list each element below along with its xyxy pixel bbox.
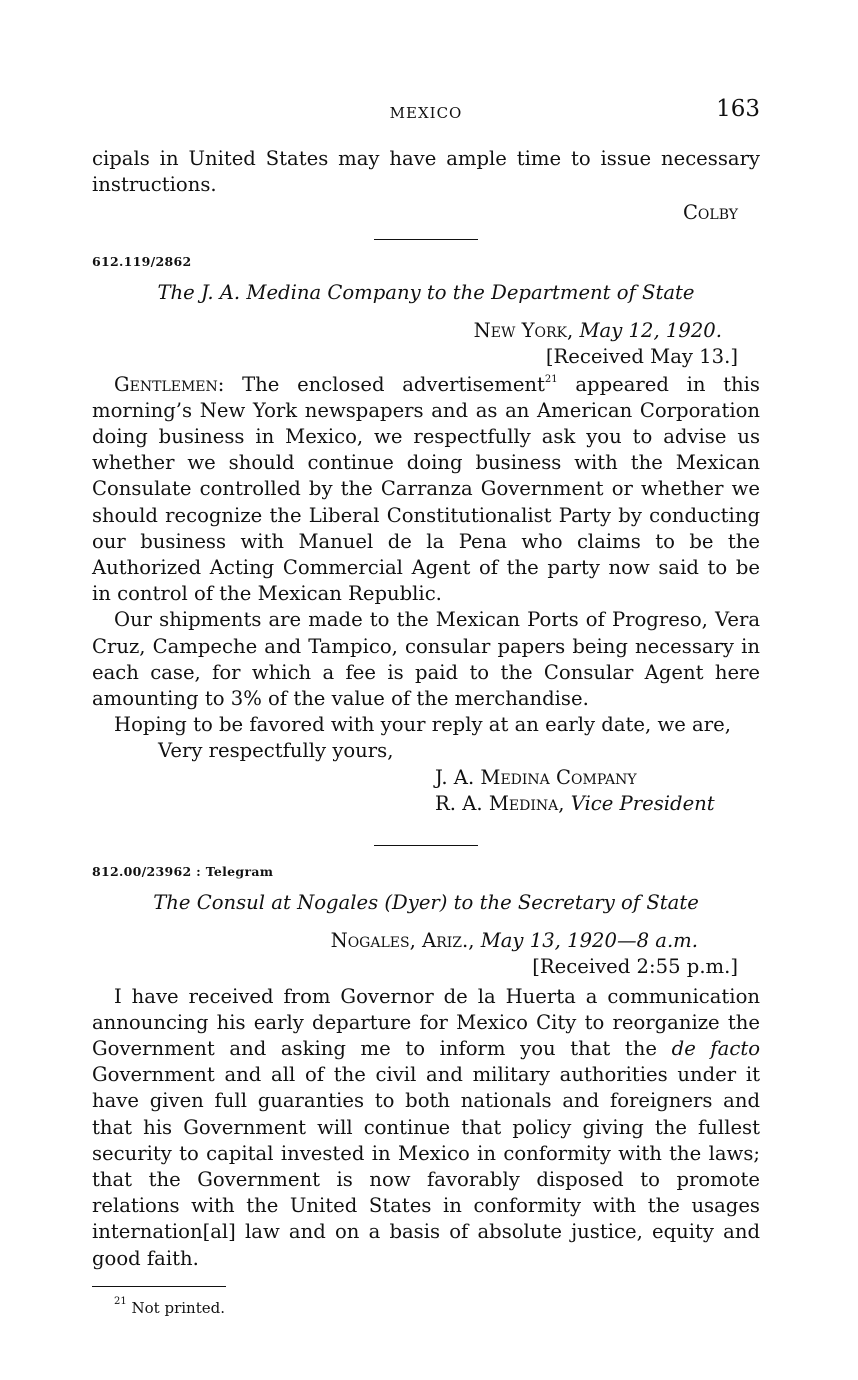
doc1-paragraph-2: Our shipments are made to the Mexican Ports of Progreso, Vera Cruz, Campeche and Tampico, consular papers being necessary in each case, for which a fee is paid to the Consular Agent here amounting to 3% of the value of the merchandise. bbox=[92, 608, 760, 711]
doc1-signature-name: R. A. Medina, bbox=[435, 791, 565, 815]
footnote-text: Not printed. bbox=[131, 1298, 225, 1317]
footnote-rule bbox=[92, 1286, 226, 1287]
running-head bbox=[92, 96, 760, 126]
doc1-signature-company: J. A. Medina Company bbox=[435, 765, 637, 789]
doc1-received: [Received May 13.] bbox=[545, 344, 738, 368]
doc2-p1-italic: de facto bbox=[671, 1037, 760, 1061]
doc2-place: Nogales, Ariz., bbox=[330, 928, 475, 952]
footnote-reference: 21 bbox=[544, 373, 558, 385]
carryover-paragraph: cipals in United States may have ample time to issue necessary instructions. bbox=[92, 147, 760, 197]
section-divider bbox=[374, 239, 478, 240]
doc2-dateline bbox=[92, 928, 698, 954]
doc2-title-start: The Consul at Nogales bbox=[153, 890, 379, 914]
doc2-title-paren: (Dyer) bbox=[384, 890, 448, 914]
doc2-title-end: to the Secretary of State bbox=[453, 890, 699, 914]
doc1-dateline bbox=[92, 318, 722, 344]
doc1-signature-title: Vice President bbox=[570, 791, 715, 815]
running-title: MEXICO bbox=[389, 104, 463, 122]
doc1-signature-line bbox=[435, 791, 760, 817]
section-divider bbox=[374, 845, 478, 846]
doc1-p1-rest: appeared in this morning’s New York newspapers and as an American Corporation doing business in Mexico, we respectfully ask you to advise us whether we should continue doing business with the Mexican Consulate controlled by the Carranza Government or whether we should recognize the Liberal Constitutionalist Party by conducting our business with Manuel de la Pena who claims to be the Authorized Acting Commercial Agent of the party now said to be in control of the Mexican Republic. bbox=[92, 372, 760, 606]
footnote-mark: 21 bbox=[114, 1295, 127, 1307]
footnote bbox=[92, 1295, 760, 1317]
doc2-received: [Received 2:55 p.m.] bbox=[532, 954, 738, 978]
doc1-file-number: 612.119/2862 bbox=[92, 253, 192, 269]
doc1-place: New York, bbox=[473, 318, 574, 342]
page bbox=[92, 96, 760, 1317]
page-number: 163 bbox=[716, 96, 760, 122]
doc1-paragraph-3: Hoping to be favored with your reply at an early date, we are, bbox=[114, 713, 731, 737]
doc1-p1-start: The enclosed advertisement bbox=[242, 372, 545, 396]
doc1-date: May 12, 1920. bbox=[579, 318, 722, 342]
doc2-p1-rest: Government and all of the civil and military authorities under it have given full guaranties to both nationals and foreigners and that his Government will continue that policy giving the fullest security to capital invested in Mexico in conformity with the laws; that the Government is now favorably disposed to promote relations with the United States in conformity with the usages internation[al] law and on a basis of absolute justice, equity and good faith. bbox=[92, 1063, 760, 1270]
doc2-file-number: 812.00/23962 : Telegram bbox=[92, 863, 274, 879]
doc1-salutation: Gentlemen: bbox=[114, 372, 225, 396]
doc1-title: The J. A. Medina Company to the Department of State bbox=[157, 280, 695, 304]
carryover-signature: Colby bbox=[682, 201, 738, 225]
doc1-closing: Very respectfully yours, bbox=[158, 739, 394, 763]
doc2-p1-start: I have received from Governor de la Huerta a communication announcing his early departure for Mexico City to reorganize the Government and asking me to inform you that the bbox=[92, 984, 760, 1061]
doc2-paragraph-1 bbox=[92, 984, 760, 1272]
doc2-date: May 13, 1920—8 a.m. bbox=[480, 928, 698, 952]
doc2-title bbox=[92, 891, 760, 914]
doc1-paragraph-1 bbox=[92, 372, 760, 608]
